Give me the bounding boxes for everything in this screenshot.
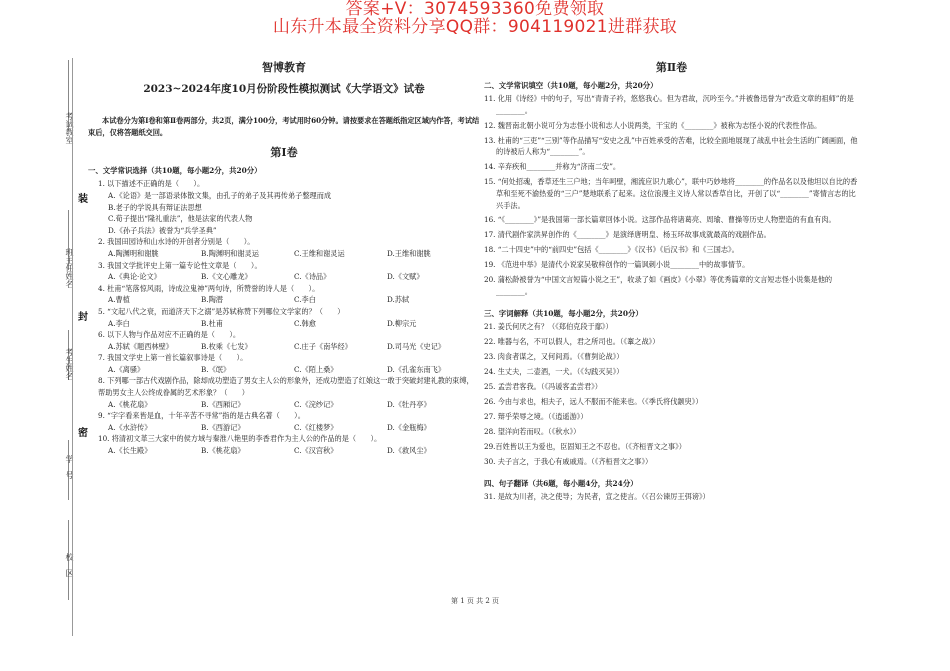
option-line: A.《论语》是一部语录体散文集，由孔子的弟子及其再传弟子整理而成 — [108, 190, 332, 200]
option-choice: D.苏轼 — [387, 295, 410, 305]
multiple-choice-list — [88, 178, 480, 456]
fill-in-question: 17. 清代剧作家洪昇创作的《________》是演绎唐明皇、杨玉环故事成就最高的戏剧作品。 — [484, 230, 771, 240]
question-stem: 6. 以下人物与作品对应不正确的是（ ）。 — [98, 330, 241, 340]
word-explanation-list — [484, 321, 859, 467]
option-choice: A.曹植 — [108, 295, 130, 305]
option-choice: D.《孔雀东南飞》 — [387, 364, 446, 374]
question-stem: 7. 我国文学史上第一首长篇叙事诗是（ ）。 — [98, 353, 248, 363]
exam-instructions: 本试卷分为第Ⅰ卷和第Ⅱ卷两部分，共2页，满分100分，考试用时60分钟。请按要求在答题纸指定区域内作答，考试结束后，仅将答题纸交回。 — [88, 116, 480, 138]
option-choice: B.《桃花扇》 — [201, 446, 245, 456]
option-line: C.荀子提出“隆礼重法”，他是法家的代表人物 — [108, 214, 253, 224]
option-choice: A.《长生殿》 — [108, 446, 152, 456]
option-choice: B.枚乘《七发》 — [201, 341, 252, 351]
options-row — [88, 318, 480, 330]
section-3-heading: 三、字词解释（共10题，每小题2分，共20分） — [484, 308, 643, 318]
watermark-line-1: 答案+V：3074593360免费领取 — [345, 0, 605, 19]
option-choice: A.《水浒传》 — [108, 422, 152, 432]
option-choice: C.《红楼梦》 — [294, 422, 338, 432]
option-choice: C.李白 — [294, 295, 316, 305]
school-name: 智博教育 — [262, 61, 306, 74]
option-choice: B.陶潜 — [201, 295, 223, 305]
section-2-heading: 二、文学常识填空（共10题，每小题2分，共20分） — [484, 80, 658, 90]
fill-in-question: 11. 化用《诗经》中的句子，写出“青青子衿，悠悠我心。但为君故，沉吟至今。”并被鲁迅誉为“改造文章的祖师”的是________。 — [484, 94, 854, 115]
option-choice: A.《离骚》 — [108, 364, 145, 374]
fill-in-question: 13. 杜甫的“三吏”“三别”等作品描写“安史之乱”中百姓承受的苦难，比较全面地展现了战乱中社会生活的广阔画面，他的诗被后人称为“________”。 — [484, 135, 858, 157]
translation-question: 31. 是故为川者，决之使导；为民者，宣之使言。（《召公谏厉王弭谤》） — [484, 492, 710, 502]
question-item — [88, 178, 480, 236]
option-choice: C.王维和谢灵运 — [294, 248, 345, 258]
binding-label-campus: 校 区 — [65, 553, 74, 577]
section-4-heading: 四、句子翻译（共6题，每小题4分，共24分） — [484, 478, 638, 488]
word-question: 24. 生丈夫，二壶酒，一犬。（《勾践灭吴》） — [484, 367, 624, 377]
word-question: 30. 夫子言之，于我心有戚戚焉。（《齐桓晋文之事》） — [484, 457, 653, 467]
option-choice: C.《诗品》 — [294, 272, 331, 282]
seal-char-zhuang: 装 — [78, 190, 88, 205]
question-item — [88, 306, 480, 329]
option-choice: D.司马光《史记》 — [387, 341, 446, 351]
question-item — [88, 283, 480, 306]
question-item — [88, 375, 480, 410]
option-choice: B.《西游记》 — [201, 422, 245, 432]
question-stem: 5. “文起八代之衰，而道济天下之溺”是苏轼称赞下列哪位文学家的？（ ） — [98, 306, 345, 316]
binding-label-teacher: 班主任姓名 — [65, 248, 74, 288]
binding-label-student-name: 考生姓名 — [65, 348, 74, 380]
options-row — [88, 445, 480, 457]
question-stem: 1. 以下描述不正确的是（ ）。 — [98, 179, 205, 189]
question-stem: 8. 下列哪一部古代戏剧作品，除却成功塑造了男女主人公的形象外，还成功塑造了红娘这一敢于突破封建礼教的束缚，帮助男女主人公终成眷属的艺术形象？（ ） — [98, 376, 474, 398]
option-choice: A.《桃花扇》 — [108, 399, 152, 409]
options-row — [88, 248, 480, 260]
question-stem: 4. 杜甫“笔落惊风雨，诗成泣鬼神”两句诗，所赞誉的诗人是（ ）。 — [98, 283, 320, 293]
option-choice: D.王维和谢朓 — [387, 248, 431, 258]
seal-char-feng: 封 — [78, 308, 88, 323]
option-choice: B.杜甫 — [201, 318, 223, 328]
question-stem: 10. 将清初文革三大家中的侯方域与秦淮八艳里的李香君作为主人公的作品的是（ ）。 — [98, 434, 382, 444]
word-question: 29.百姓皆以王为爱也，臣固知王之不忍也。（《齐桓晋文之事》） — [484, 442, 686, 452]
fill-in-question: 18. “二十四史”中的“前四史”包括《________》《汉书》《后汉书》和《三国志》。 — [484, 245, 739, 255]
watermark-line-2: 山东升本最全资料分享QQ群：904119021进群获取 — [272, 17, 678, 37]
word-question: 27. 辩乎荣辱之境。（《逍遥游》） — [484, 412, 588, 422]
option-choice: D.《救风尘》 — [387, 446, 431, 456]
option-line: D.《孙子兵法》被誉为“兵学圣典” — [108, 225, 217, 235]
options-row — [88, 399, 480, 411]
option-choice: D.柳宗元 — [387, 318, 417, 328]
question-item — [88, 352, 480, 375]
word-question: 26. 今由与求也，相夫子，远人不服而不能来也。（《季氏将伐颛臾》） — [484, 397, 703, 407]
word-question: 21. 姜氏何厌之有？（《郑伯克段于鄢》） — [484, 322, 613, 332]
option-choice: C.庄子《南华经》 — [294, 341, 352, 351]
option-choice: C.《汉宫秋》 — [294, 446, 338, 456]
right-column — [484, 60, 859, 506]
binding-label-classroom: 考试教室 — [65, 112, 74, 144]
option-choice: C.《浣纱记》 — [294, 399, 338, 409]
options-row — [88, 294, 480, 306]
fill-in-question: 15. “何处招魂，香草还生三户地；当年呵壁，湘流应识九歌心”，联中巧妙地将________的作品名以及他坦以自比的香草和至死不渝热爱的“三户”楚地联系了起来。这位浪漫主义诗人常以香草自比，开创了以“________”寄情言志的比兴手法。 — [484, 177, 858, 210]
left-column — [88, 60, 480, 457]
question-item — [88, 329, 480, 352]
fill-in-question: 12. 魏晋南北朝小说可分为志怪小说和志人小说两类，干宝的《________》被称为志怪小说的代表性作品。 — [484, 120, 822, 130]
part-2-title: 第Ⅱ卷 — [655, 61, 688, 74]
options-row — [88, 422, 480, 434]
translation-list — [484, 491, 859, 503]
word-question: 25. 孟尝君客我。（《冯谖客孟尝君》） — [484, 382, 602, 392]
fill-in-question: 16. “《________》”是我国第一部长篇章回体小说。这部作品将诸葛亮、周瑜、曹操等历史人物塑造的有血有肉。 — [484, 215, 836, 225]
option-line: B.老子的学说具有辩证法思想 — [108, 202, 202, 212]
option-choice: B.《文心雕龙》 — [201, 272, 252, 282]
options-row — [88, 364, 480, 376]
question-item — [88, 410, 480, 433]
option-choice: C.韩愈 — [294, 318, 316, 328]
option-choice: D.《文赋》 — [387, 272, 424, 282]
word-question: 22. 唯器与名，不可以假人，君之所司也。（《鞌之战》） — [484, 337, 660, 347]
part-1-title: 第Ⅰ卷 — [270, 146, 298, 160]
fill-in-question: 14. 辛弃疾和________并称为“济南二安”。 — [484, 162, 621, 172]
question-stem: 2. 我国田园诗和山水诗的开创者分别是（ ）。 — [98, 237, 255, 247]
seal-char-mi: 密 — [78, 424, 88, 439]
option-choice: B.《西厢记》 — [201, 399, 245, 409]
option-choice: A.苏轼《题西林壁》 — [108, 341, 173, 351]
options-row — [88, 271, 480, 283]
section-1-heading: 一、文学常识选择（共10题，每小题2分，共20分） — [88, 165, 262, 175]
option-choice: D.《金瓶梅》 — [387, 422, 431, 432]
fill-in-question: 19. 《范进中举》是清代小说家吴敬梓创作的一篇讽刺小说________中的故事情节。 — [484, 260, 750, 270]
option-choice: A.李白 — [108, 318, 130, 328]
fill-in-list — [484, 93, 859, 297]
options-row — [88, 341, 480, 353]
exam-title: 2023~2024年度10月份阶段性模拟测试《大学语文》试卷 — [143, 82, 425, 95]
question-stem: 9. “字字看来皆是血，十年辛苦不寻常”指的是古典名著（ ）。 — [98, 411, 305, 421]
binding-label-student-id: 学 号 — [65, 455, 74, 479]
question-stem: 3. 我国文学批评史上第一篇专论性文章是（ ）。 — [98, 260, 262, 270]
option-choice: B.陶渊明和谢灵运 — [201, 248, 259, 258]
binding-border — [72, 58, 73, 636]
option-choice: C.《陌上桑》 — [294, 364, 338, 374]
option-choice: A.陶渊明和谢朓 — [108, 248, 159, 258]
option-choice: A.《典论·论文》 — [108, 272, 161, 282]
fill-in-question: 20. 蒲松龄被誉为“中国文言短篇小说之王”，收录了如《画皮》《小翠》等优秀篇章的文言短志怪小说集是他的________。 — [484, 275, 833, 297]
option-choice: B.《氓》 — [201, 364, 231, 374]
option-choice: D.《牡丹亭》 — [387, 399, 431, 409]
question-item — [88, 260, 480, 283]
question-item — [88, 433, 480, 456]
word-question: 23. 肉食者谋之，又何间焉。（《曹刿论战》） — [484, 352, 624, 362]
page-footer: 第 1 页 共 2 页 — [450, 597, 500, 605]
question-item — [88, 236, 480, 259]
word-question: 28. 望洋向若而叹。（《秋水》） — [484, 427, 581, 437]
